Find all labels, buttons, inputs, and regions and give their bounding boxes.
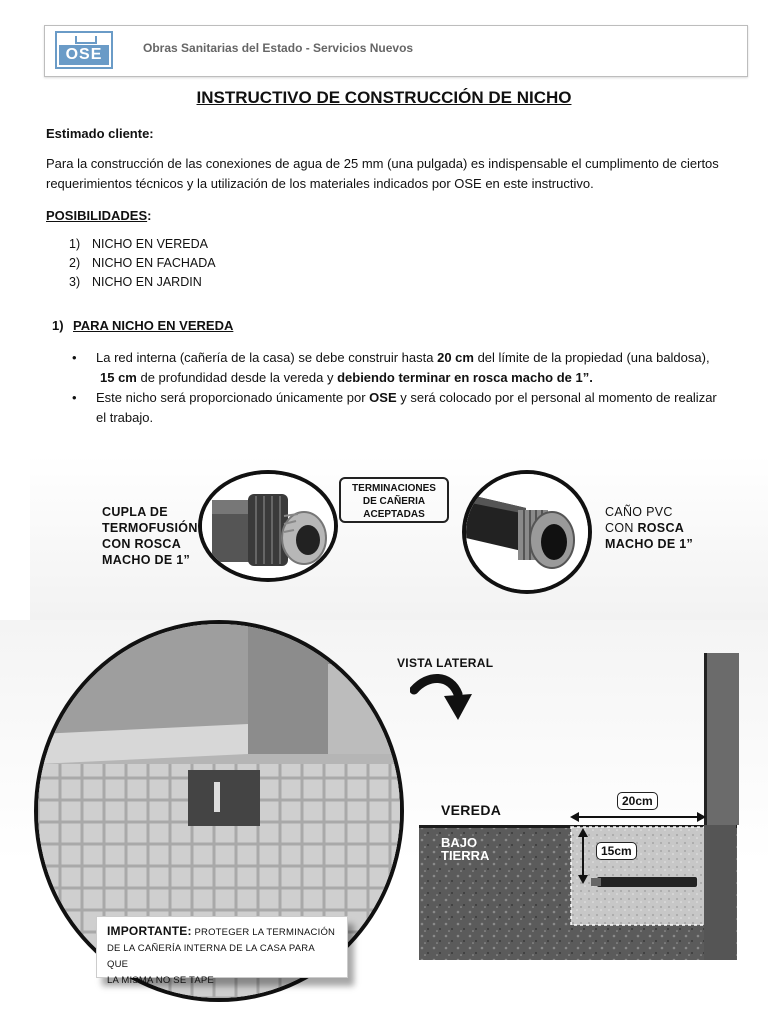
cupla-termofusion-image <box>198 470 338 582</box>
ose-logo <box>55 31 113 69</box>
cano-pvc-label: CAÑO PVC CON ROSCA MACHO DE 1” <box>605 505 694 551</box>
facade-wall <box>704 653 739 825</box>
important-note: IMPORTANTE: PROTEGER LA TERMINACIÓN DE LA CAÑERÍA INTERNA DE LA CASA PARA QUE LA MISMA NO SE TAPE <box>96 916 348 978</box>
bullet-1: • La red interna (cañería de la casa) se debe construir hasta 20 cm del límite de la propiedad (una baldosa), 15 cm de profundidad desde la vereda y debiendo terminar en rosca macho de 1”. <box>72 350 710 385</box>
option-1: 1) NICHO EN VEREDA <box>69 237 208 251</box>
terminaciones-box: TERMINACIONES DE CAÑERIA ACEPTADAS <box>339 477 449 523</box>
depth-dimension-label: 15cm <box>596 842 637 860</box>
width-dimension-arrow <box>570 810 706 824</box>
vista-lateral-label: VISTA LATERAL <box>397 656 494 670</box>
intro-paragraph: Para la construcción de las conexiones de agua de 25 mm (una pulgada) es indispensable el cumplimento de ciertos requerimientos técnicos y la utilización de los materiales indicados por OSE en este instructivo. <box>46 156 719 191</box>
header-title: Obras Sanitarias del Estado - Servicios Nuevos <box>143 41 414 55</box>
logo-text: OSE <box>59 45 109 65</box>
wall-base <box>704 825 736 960</box>
greeting: Estimado cliente: <box>46 126 154 141</box>
bajo-tierra-label: BAJO TIERRA <box>441 835 490 863</box>
vereda-label: VEREDA <box>441 802 502 818</box>
section-1-heading: 1) PARA NICHO EN VEREDA <box>52 318 234 333</box>
cupla-label: CUPLA DE TERMOFUSIÓN CON ROSCA MACHO DE 1” <box>102 505 198 567</box>
cano-pvc-image <box>462 470 592 594</box>
width-dimension-label: 20cm <box>617 792 658 810</box>
options-heading: POSIBILIDADES: <box>46 208 152 223</box>
depth-dimension-arrow <box>576 828 590 884</box>
option-2: 2) NICHO EN FACHADA <box>69 256 216 270</box>
document-title: INSTRUCTIVO DE CONSTRUCCIÓN DE NICHO <box>196 88 572 107</box>
curved-arrow-icon <box>410 672 478 724</box>
option-3: 3) NICHO EN JARDIN <box>69 275 202 289</box>
bullet-2: • Este nicho será proporcionado únicamente por OSE y será colocado por el personal al momento de realizar el trabajo. <box>72 390 717 425</box>
